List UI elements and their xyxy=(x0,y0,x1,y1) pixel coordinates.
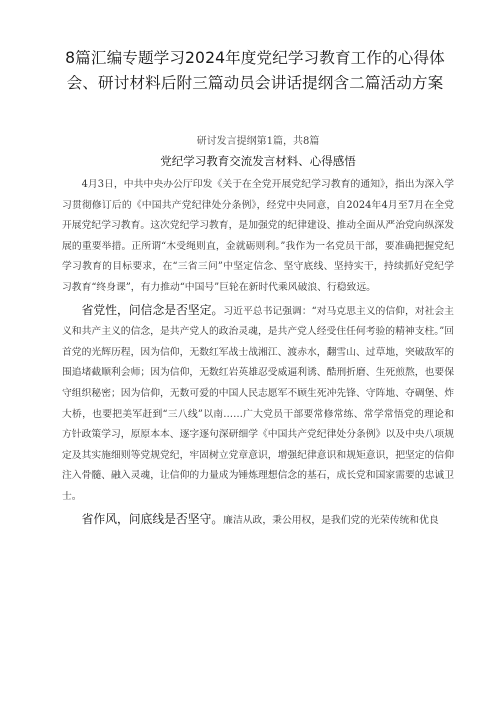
paragraph-text: 廉洁从政，秉公用权，是我们党的光荣传统和优良 xyxy=(223,514,439,526)
paragraph-party-spirit xyxy=(62,300,454,508)
paragraph-text: 习近平总书记强调：“对马克思主义的信仰，对社会主义和共产主义的信念，是共产党人的政治灵魂，是共产党人经受住任何考验的精神支柱。”回首党的光辉历程，因为信仰，无数红军战士战湘江、渡赤水，翻雪山、过草地，突破敌军的围追堵截顺利会师；因为信仰，无数红岩英雄忍受威逼利诱、酷刑折磨、生死煎熬，也要保守组织秘密；因为信仰，无数可爱的中国人民志愿军不顾生死冲先锋、守阵地、夺碉堡、炸大桥，也要把美军赶到“三八线”以南……广大党员干部要常修常练、常学常悟党的理论和方针政策学习，原原本本、逐字逐句深研细学《中国共产党纪律处分条例》以及中央八项规定及其实施细则等党规党纪，牢固树立党章意识，增强纪律意识和规矩意识，把坚定的信仰注入骨髓、融入灵魂，让信仰的力量成为锤炼理想信念的基石，成长党和国家需要的忠诚卫士。 xyxy=(62,305,454,502)
paragraph-lead: 省作风，问底线是否坚守。 xyxy=(81,511,224,526)
paragraph-work-style xyxy=(62,509,454,532)
document-subheading: 研讨发言提纲第1篇，共8篇 xyxy=(196,136,320,147)
section-title: 党纪学习教育交流发言材料、心得感悟 xyxy=(160,154,356,168)
paragraph-intro xyxy=(62,175,454,299)
document-title: 8篇汇编专题学习2024年度党纪学习教育工作的心得体会、研讨材料后附三篇动员会讲话提纲含二篇活动方案 xyxy=(65,49,445,92)
paragraph-lead: 省党性，问信念是否坚定。 xyxy=(81,302,224,317)
paragraph-text: 4月3日，中共中央办公厅印发《关于在全党开展党纪学习教育的通知》，指出为深入学习贯彻修订后的《中国共产党纪律处分条例》，经党中央同意，自2024年4月至7月在全党开展党纪学习教育。这次党纪学习教育，是加强党的纪律建设、推动全面从严治党向纵深发展的重要举措。正所谓“木受绳则直，金就砺则利。”我作为一名党员干部，要准确把握党纪学习教育的目标要求，在“三省三问”中坚定信念、坚守底线、坚持实干，持续抓好党纪学习教育“终身课”，有力推动“中国号”巨轮在新时代乘风破浪、行稳致远。 xyxy=(62,179,454,293)
